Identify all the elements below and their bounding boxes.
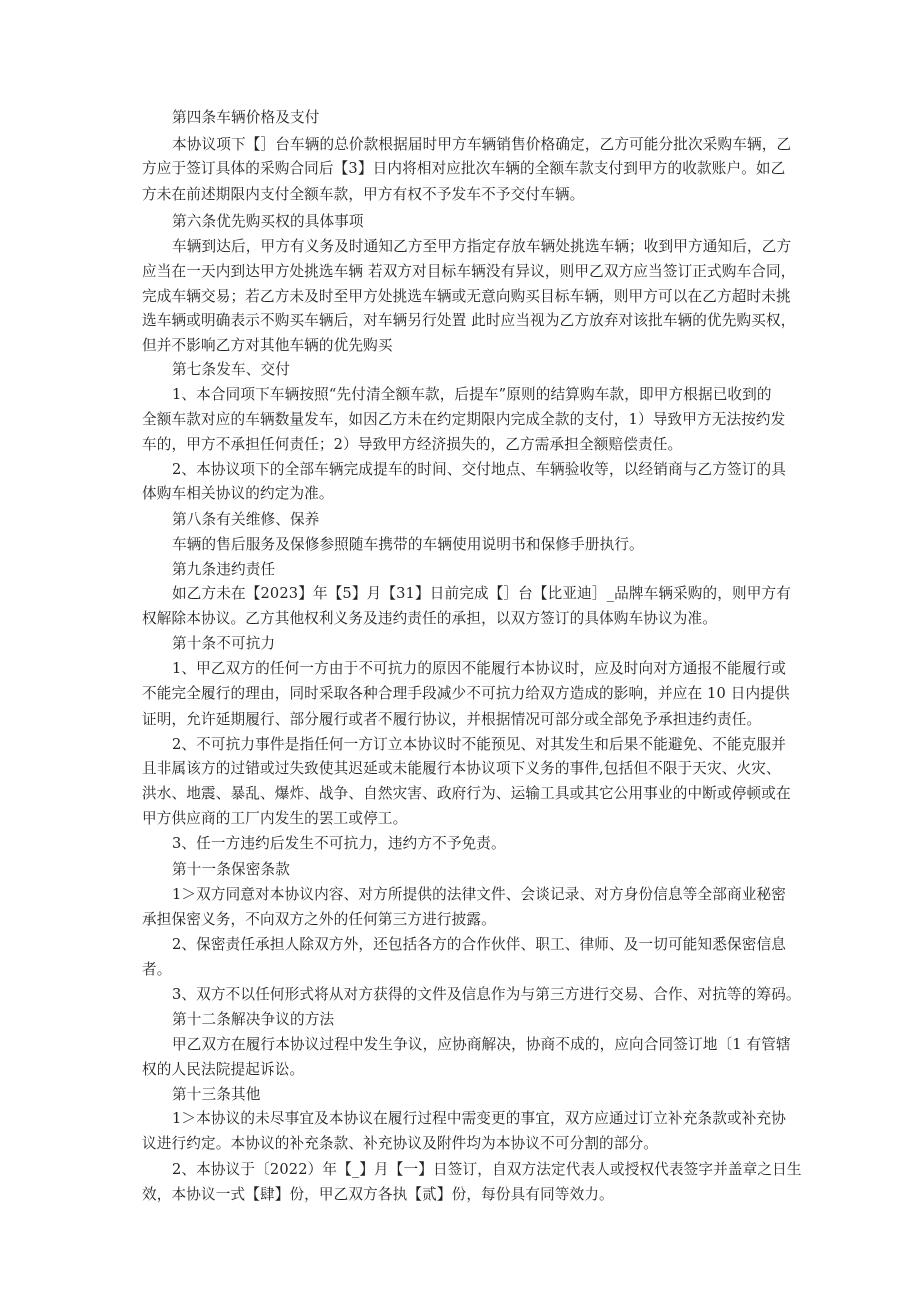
text-line: 承担保密义务，不向双方之外的任何第三方进行披露。 <box>142 911 496 928</box>
text-line: 本协议项下【］台车辆的总价款根据届时甲方车辆销售价格确定，乙方可能分批次采购车辆，乙 <box>172 136 792 153</box>
text-line: 1、甲乙双方的任何一方由于不可抗力的原因不能履行本协议时，应及时向对方通报不能履行或 <box>172 660 786 677</box>
text-line: 洪水、地震、暴乱、爆炸、战争、自然灾害、政府行为、运输工具或其它公用事业的中断或停顿或在 <box>142 785 791 802</box>
text-line: 者。 <box>142 961 172 978</box>
text-line: 1＞双方同意对本协议内容、对方所提供的法律文件、会谈记录、对方身份信息等全部商业秘密 <box>172 886 786 903</box>
text-line: 方应于签订具体的采购合同后【3】日内将相对应批次车辆的全额车款支付到甲方的收款账户。如乙 <box>142 160 786 177</box>
text-line: 甲乙双方在履行本协议过程中发生争议，应协商解决，协商不成的，应向合同签订地〔1 有管辖 <box>172 1036 791 1053</box>
text-line: 如乙方未在【2023】年【5】月【31】日前完成【］台【比亚迪］_品牌车辆采购的，则甲方有 <box>172 585 792 602</box>
text-line: 权解除本协议。乙方其他权利义务及违约责任的承担，以双方签订的具体购车协议为准。 <box>142 610 718 627</box>
text-line: 但并不影响乙方对其他车辆的优先购买 <box>142 337 393 354</box>
text-line: 车的，甲方不承担任何责任；2）导致甲方经济损失的，乙方需承担全额赔偿责任。 <box>142 436 683 453</box>
text-line: 3、任一方违约后发生不可抗力，违约方不予免责。 <box>172 835 506 852</box>
text-line: 第九条违约责任 <box>172 561 276 578</box>
text-line: 甲方供应商的工厂内发生的罢工或停工。 <box>142 810 408 827</box>
text-line: 选车辆或明确表示不购买车辆后，对车辆另行处置 此时应当视为乙方放弃对该批车辆的优先购买权， <box>142 312 796 329</box>
text-line: 议进行约定。本协议的补充条款、补充协议及附件均为本协议不可分割的部分。 <box>142 1135 659 1152</box>
text-line: 第八条有关维修、保养 <box>172 511 320 528</box>
text-line: 2、不可抗力事件是指任何一方订立本协议时不能预见、对其发生和后果不能避免、不能克服并 <box>172 736 786 753</box>
text-line: 且非属该方的过错或过失致使其迟延或未能履行本协议项下义务的事件,包括但不限于天灾、火灾、 <box>142 760 781 777</box>
text-line: 1、本合同项下车辆按照“先付清全额车款，后提车”原则的结算购车款，即甲方根据已收到的 <box>172 386 772 403</box>
text-line: 应当在一天内到达甲方处挑选车辆 若双方对目标车辆没有异议，则甲乙双方应当签订正式购车合同， <box>142 263 796 280</box>
text-line: 第七条发车、交付 <box>172 361 290 378</box>
text-line: 第六条优先购买权的具体事项 <box>172 213 364 230</box>
text-line: 第十二条解决争议的方法 <box>172 1011 335 1028</box>
text-line: 车辆的售后服务及保修参照随车携带的车辆使用说明书和保修手册执行。 <box>172 536 644 553</box>
text-line: 3、双方不以任何形式将从对方获得的文件及信息作为与第三方进行交易、合作、对抗等的筹码。 <box>172 986 801 1003</box>
text-line: 第四条车辆价格及支付 <box>172 109 320 126</box>
text-line: 1＞本协议的未尽事宜及本协议在履行过程中需变更的事宜，双方应通过订立补充条款或补充协 <box>172 1110 786 1127</box>
text-line: 2、本协议于〔2022）年【_】月【一】日签订，自双方法定代表人或授权代表签字并盖章之日生 <box>172 1161 802 1178</box>
text-line: 证明，允许延期履行、部分履行或者不履行协议，并根据情况可部分或全部免予承担违约责任。 <box>142 711 762 728</box>
text-line: 车辆到达后，甲方有义务及时通知乙方至甲方指定存放车辆处挑选车辆；收到甲方通知后，乙方 <box>172 238 792 255</box>
text-line: 第十条不可抗力 <box>172 635 276 652</box>
text-line: 2、本协议项下的全部车辆完成提车的时间、交付地点、车辆验收等，以经销商与乙方签订的具 <box>172 461 786 478</box>
text-line: 完成车辆交易；若乙方未及时至甲方处挑选车辆或无意向购买目标车辆，则甲方可以在乙方超时未挑 <box>142 288 791 305</box>
text-line: 第十一条保密条款 <box>172 861 290 878</box>
text-line: 第十三条其他 <box>172 1086 261 1103</box>
text-line: 效，本协议一式【肆】份，甲乙双方各执【贰】份，每份具有同等效力。 <box>142 1186 614 1203</box>
text-line: 权的人民法院提起诉讼。 <box>142 1061 305 1078</box>
text-line: 2、保密责任承担人除双方外，还包括各方的合作伙伴、职工、律师、及一切可能知悉保密信息 <box>172 936 786 953</box>
text-line: 方未在前述期限内支付全额车款，甲方有权不予发车不予交付车辆。 <box>142 186 585 203</box>
text-line: 不能完全履行的理由，同时采取各种合理手段减少不可抗力给双方造成的影响，并应在 10 日内提供 <box>142 685 790 702</box>
text-line: 体购车相关协议的约定为准。 <box>142 485 334 502</box>
text-line: 全额车款对应的车辆数量发车，如因乙方未在约定期限内完成全款的支付，1）导致甲方无法按约发 <box>142 411 786 428</box>
